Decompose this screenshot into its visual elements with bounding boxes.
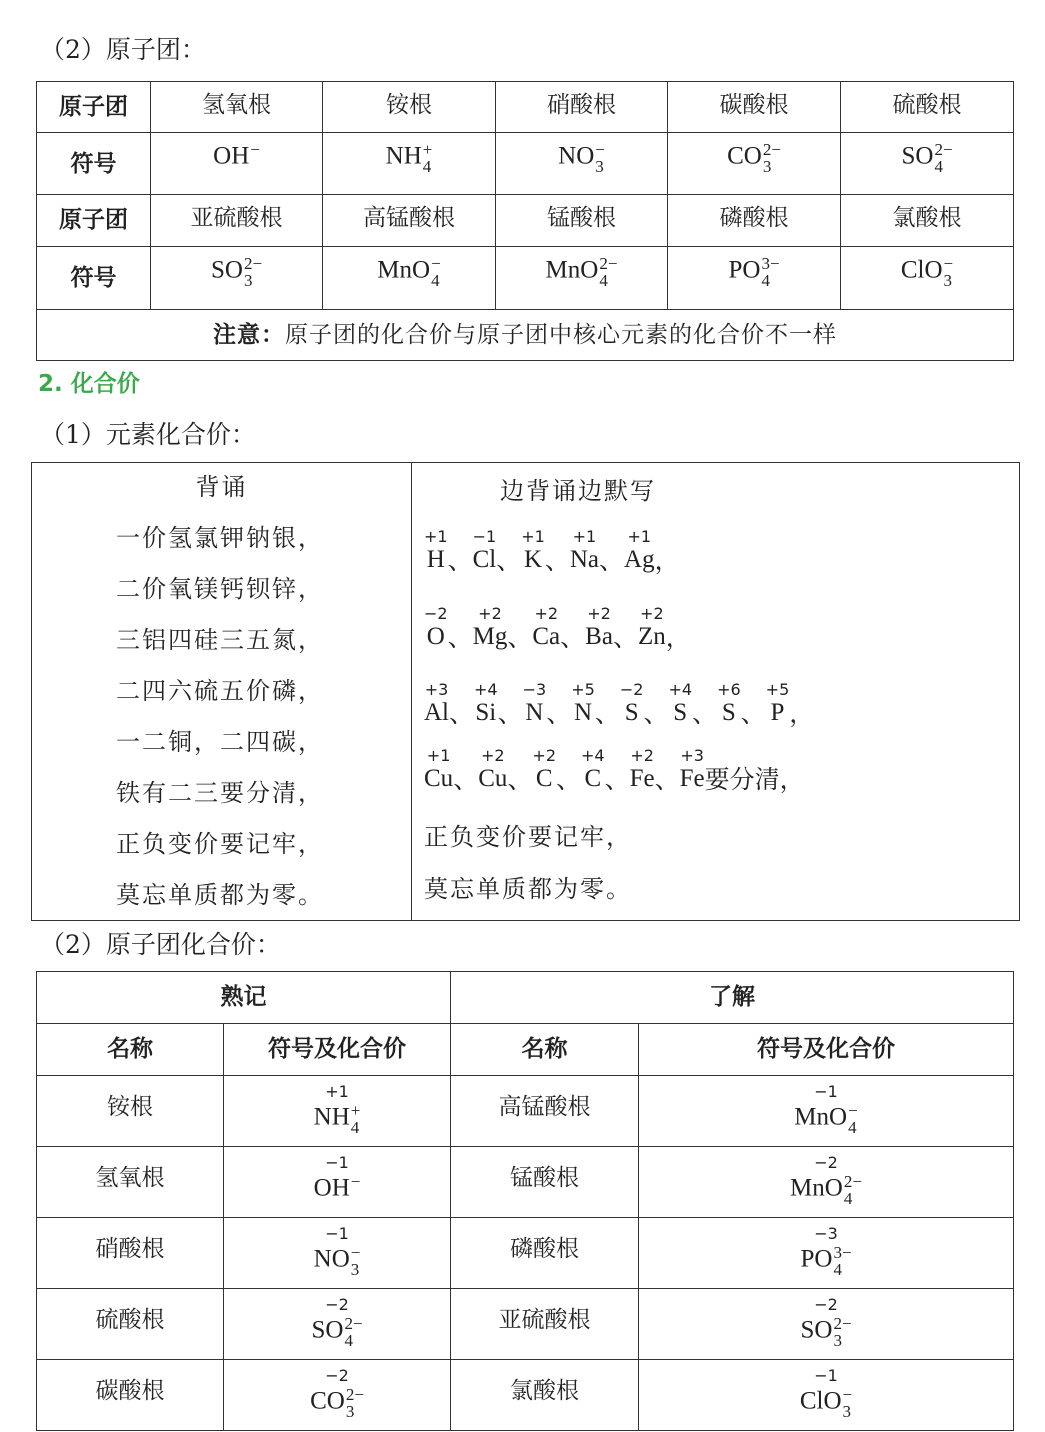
table-row xyxy=(37,1360,1014,1431)
ion-symbol-valence xyxy=(639,1289,1014,1360)
ion-name: 磷酸根 xyxy=(451,1218,639,1289)
ion-name: 铵根 xyxy=(323,82,496,133)
element-with-valence: +1 Ag xyxy=(624,527,655,573)
recite-header: 背诵 xyxy=(195,473,248,501)
col-header-symbol: 符号及化合价 xyxy=(224,1024,451,1076)
group-header-memorize: 熟记 xyxy=(37,972,451,1024)
ion-symbol-valence xyxy=(639,1360,1014,1431)
element-with-valence: +1 Cu xyxy=(424,746,454,792)
col-header-name: 名称 xyxy=(451,1024,639,1076)
ion-name: 氢氧根 xyxy=(151,82,323,133)
note-cell xyxy=(37,310,1014,361)
group-valence-table xyxy=(36,971,1014,1431)
chemical-formula: CO 2− 3 xyxy=(727,140,781,176)
table-row xyxy=(37,1076,1014,1147)
element-with-valence: +1 Na xyxy=(569,527,600,573)
ion-name: 氢氧根 xyxy=(37,1147,224,1218)
ion-name: 高锰酸根 xyxy=(323,195,496,247)
ion-name: 硫酸根 xyxy=(37,1289,224,1360)
ion-name: 亚硫酸根 xyxy=(451,1289,639,1360)
ion-name: 硝酸根 xyxy=(37,1218,224,1289)
valence-line: +1 Cu 、 +2 Cu 、 +2 C 、 +4 C 、 +2 Fe 、 +3 Fe 要分清， xyxy=(424,746,805,794)
row-label: 符号 xyxy=(37,133,151,195)
valence-value: −2 xyxy=(325,1366,349,1385)
row-label: 符号 xyxy=(37,247,151,310)
table-row xyxy=(37,310,1014,361)
chemical-formula: MnO − 4 xyxy=(794,1101,858,1137)
element-with-valence: −2 S xyxy=(619,680,644,726)
write-text-line: 正负变价要记牢， xyxy=(424,823,632,851)
valence-value: −1 xyxy=(325,1224,349,1243)
ion-group-table xyxy=(36,81,1014,361)
valence-value: −1 xyxy=(814,1366,838,1385)
valence-line: −2 O 、 +2 Mg 、 +2 Ca 、 +2 Ba 、 +2 Zn ， xyxy=(424,604,691,652)
ion-name: 氯酸根 xyxy=(841,195,1014,247)
chemical-formula: SO 2− 3 xyxy=(800,1314,852,1350)
ion-symbol xyxy=(496,247,668,310)
note-text: 原子团的化合价与原子团中核心元素的化合价不一样 xyxy=(285,322,837,348)
chemical-formula: ClO − 3 xyxy=(799,1385,853,1421)
chemical-formula: OH − xyxy=(313,1172,361,1202)
chemical-formula: SO 2− 3 xyxy=(210,254,263,290)
col-header-symbol: 符号及化合价 xyxy=(639,1024,1014,1076)
ion-symbol xyxy=(841,133,1014,195)
chemical-formula: CO 2− 3 xyxy=(310,1385,364,1421)
ion-name: 高锰酸根 xyxy=(451,1076,639,1147)
ion-symbol-valence xyxy=(224,1147,451,1218)
ion-name: 亚硫酸根 xyxy=(151,195,323,247)
element-with-valence: +1 K xyxy=(521,527,545,573)
ion-symbol-valence xyxy=(639,1147,1014,1218)
recite-column xyxy=(32,463,412,921)
write-column xyxy=(412,463,1020,921)
table-row xyxy=(37,247,1014,310)
ion-name: 碳酸根 xyxy=(668,82,841,133)
element-with-valence: +4 S xyxy=(668,680,693,726)
valence-value: +1 xyxy=(325,1082,349,1101)
table-row xyxy=(37,1218,1014,1289)
element-with-valence: +4 Si xyxy=(474,680,498,726)
ion-symbol xyxy=(323,247,496,310)
poem-line: 一价氢氯钾钠银， xyxy=(116,524,324,552)
table-row xyxy=(37,1289,1014,1360)
table-row xyxy=(37,972,1014,1024)
chemical-formula: NH + 4 xyxy=(313,1101,361,1137)
valence-value: −1 xyxy=(814,1082,838,1101)
poem-line: 二四六硫五价磷， xyxy=(116,677,324,705)
ion-name: 氯酸根 xyxy=(451,1360,639,1431)
valence-line: +1 H 、 −1 Cl 、 +1 K 、 +1 Na 、 +1 Ag ， xyxy=(424,527,680,575)
ion-symbol-valence xyxy=(224,1076,451,1147)
poem-line: 铁有二三要分清， xyxy=(116,779,324,807)
element-with-valence: −2 O xyxy=(424,604,448,650)
element-with-valence: −1 Cl xyxy=(472,527,497,573)
element-with-valence: +6 S xyxy=(717,680,741,726)
section-title-valence: 2. 化合价 xyxy=(38,371,140,397)
element-with-valence: +5 P xyxy=(765,680,790,726)
element-with-valence: +3 Fe xyxy=(679,746,705,792)
table-row xyxy=(37,133,1014,195)
poem-line: 三铝四硅三五氮， xyxy=(116,626,324,654)
poem xyxy=(116,518,324,926)
table-row xyxy=(37,1024,1014,1076)
ion-symbol xyxy=(323,133,496,195)
valence-value: −2 xyxy=(814,1153,838,1172)
valence-value: −1 xyxy=(325,1153,349,1172)
element-with-valence: +1 H xyxy=(424,527,448,573)
chemical-formula: SO 2− 4 xyxy=(311,1314,363,1350)
chemical-formula: NO − 3 xyxy=(313,1243,361,1279)
ion-name: 磷酸根 xyxy=(668,195,841,247)
section-heading-ion-groups: （2）原子团： xyxy=(40,35,206,64)
ion-name: 铵根 xyxy=(37,1076,224,1147)
element-with-valence: +5 N xyxy=(571,680,595,726)
poem-line: 正负变价要记牢， xyxy=(116,830,324,858)
chemical-formula: NH + 4 xyxy=(385,140,433,176)
element-with-valence: +2 Fe xyxy=(629,746,655,792)
ion-name: 硝酸根 xyxy=(496,82,668,133)
element-with-valence: +2 Mg xyxy=(472,604,508,650)
element-with-valence: +2 Cu xyxy=(478,746,508,792)
group-header-understand: 了解 xyxy=(451,972,1014,1024)
write-text-line: 莫忘单质都为零。 xyxy=(424,875,632,903)
chemical-formula: PO 3− 4 xyxy=(800,1243,852,1279)
ion-symbol-valence xyxy=(224,1289,451,1360)
element-with-valence: +2 Zn xyxy=(637,604,666,650)
ion-name: 硫酸根 xyxy=(841,82,1014,133)
ion-name: 锰酸根 xyxy=(451,1147,639,1218)
ion-symbol xyxy=(496,133,668,195)
table-row xyxy=(37,1147,1014,1218)
poem-line: 莫忘单质都为零。 xyxy=(116,881,324,909)
chemical-formula: MnO − 4 xyxy=(377,254,441,290)
ion-symbol xyxy=(841,247,1014,310)
chemical-formula: OH − xyxy=(213,140,260,170)
ion-symbol-valence xyxy=(224,1360,451,1431)
chemical-formula: NO − 3 xyxy=(558,140,605,176)
ion-name: 碳酸根 xyxy=(37,1360,224,1431)
ion-name: 锰酸根 xyxy=(496,195,668,247)
valence-value: −2 xyxy=(814,1295,838,1314)
chemical-formula: MnO 2− 4 xyxy=(545,254,618,290)
valence-line: +3 Al 、 +4 Si 、 −3 N 、 +5 N 、 −2 S 、 +4 S 、 +6 S 、 +5 P ， xyxy=(424,680,815,728)
element-with-valence: +2 C xyxy=(532,746,556,792)
ion-symbol xyxy=(151,247,323,310)
chemical-formula: MnO 2− 4 xyxy=(790,1172,862,1208)
ion-symbol xyxy=(151,133,323,195)
valence-value: −2 xyxy=(325,1295,349,1314)
write-header: 边背诵边默写 xyxy=(500,477,656,505)
section-heading-group-valence: （2）原子团化合价： xyxy=(40,930,281,959)
valence-value: −3 xyxy=(814,1224,838,1243)
ion-symbol xyxy=(668,133,841,195)
poem-line: 二价氧镁钙钡锌， xyxy=(116,575,324,603)
table-row xyxy=(37,195,1014,247)
section-heading-element-valence: （1）元素化合价： xyxy=(40,420,256,449)
ion-symbol-valence xyxy=(639,1218,1014,1289)
chemical-formula: ClO − 3 xyxy=(900,254,954,290)
row-label: 原子团 xyxy=(37,195,151,247)
chemical-formula: SO 2− 4 xyxy=(901,140,953,176)
ion-symbol xyxy=(668,247,841,310)
col-header-name: 名称 xyxy=(37,1024,224,1076)
table-row xyxy=(37,82,1014,133)
poem-line: 一二铜，二四碳， xyxy=(116,728,324,756)
element-valence-table xyxy=(31,462,1020,921)
chemical-formula: PO 3− 4 xyxy=(728,254,780,290)
element-with-valence: +2 Ba xyxy=(585,604,613,650)
note-label: 注意： xyxy=(213,322,285,348)
element-with-valence: +3 Al xyxy=(424,680,449,726)
element-with-valence: −3 N xyxy=(522,680,547,726)
element-with-valence: +4 C xyxy=(581,746,605,792)
element-with-valence: +2 Ca xyxy=(532,604,561,650)
ion-symbol-valence xyxy=(224,1218,451,1289)
row-label: 原子团 xyxy=(37,82,151,133)
ion-symbol-valence xyxy=(639,1076,1014,1147)
